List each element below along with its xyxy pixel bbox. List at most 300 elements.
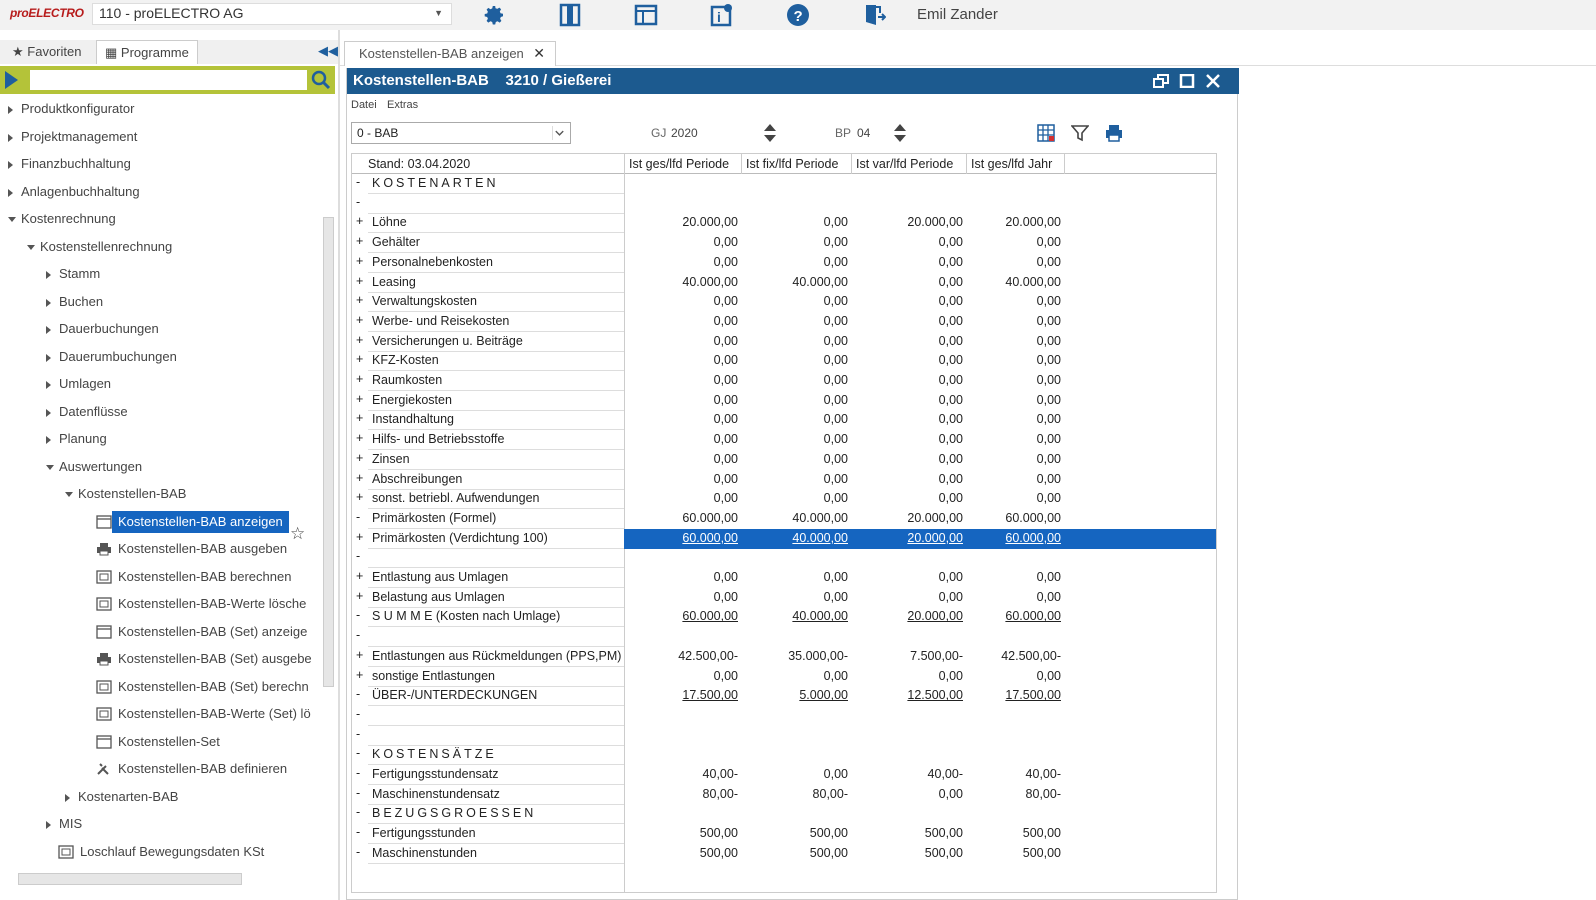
collapse-arrow-icon[interactable] — [8, 161, 13, 169]
tree-item[interactable] — [0, 813, 320, 835]
panel-divider[interactable] — [338, 30, 340, 900]
table-row[interactable] — [352, 785, 1217, 805]
bab-select-value: 0 - BAB — [357, 126, 399, 140]
table-row[interactable] — [352, 745, 1217, 765]
row-toggle[interactable]: + — [356, 569, 364, 583]
tree-item[interactable] — [0, 126, 320, 148]
row-value: 40.000,00 — [1005, 274, 1061, 289]
close-tab-icon[interactable]: ✕ — [533, 45, 545, 61]
table-row[interactable] — [352, 430, 1217, 450]
row-label — [368, 548, 624, 568]
row-value: 0,00 — [823, 254, 848, 269]
table-row[interactable] — [352, 607, 1217, 627]
collapse-arrow-icon[interactable] — [65, 794, 70, 802]
row-value: 20.000,00 — [682, 215, 738, 230]
row-toggle[interactable]: + — [356, 293, 364, 308]
row-value: 0,00 — [713, 313, 738, 328]
tree-item[interactable] — [0, 511, 320, 533]
tree-item-label: Kostenstellen-BAB anzeigen — [112, 511, 289, 533]
row-toggle[interactable]: + — [356, 667, 364, 682]
row-value: 0,00 — [1036, 471, 1061, 486]
row-value: 5.000,00 — [799, 688, 848, 703]
row-value: 60.000,00 — [625, 529, 742, 549]
tree-item[interactable] — [0, 98, 320, 120]
expand-arrow-icon[interactable] — [46, 465, 54, 470]
table-row[interactable] — [352, 824, 1217, 844]
collapse-arrow-icon[interactable] — [46, 271, 51, 279]
search-input[interactable] — [30, 70, 307, 90]
row-value: 0,00 — [823, 767, 848, 781]
tree-item[interactable] — [0, 263, 320, 285]
column-header[interactable]: Ist ges/lfd Periode — [625, 154, 742, 174]
row-value: 0,00 — [938, 235, 963, 250]
tree-item-label: Stamm — [59, 266, 101, 281]
tree-item-label: Umlagen — [59, 376, 112, 391]
row-toggle[interactable]: + — [356, 372, 364, 386]
row-value — [852, 804, 967, 824]
table-row[interactable] — [352, 588, 1217, 608]
collapse-arrow-icon[interactable] — [46, 436, 51, 444]
row-toggle[interactable]: + — [356, 490, 364, 505]
row-label — [368, 726, 624, 746]
row-label: Energiekosten — [368, 391, 624, 411]
row-value: 20.000,00 — [907, 510, 963, 525]
tree-item-label: Buchen — [59, 293, 104, 309]
table-row[interactable] — [352, 410, 1217, 430]
row-value: 0,00 — [823, 451, 848, 466]
row-label: Primärkosten (Verdichtung 100) — [368, 529, 624, 549]
tree-item[interactable] — [0, 676, 320, 698]
table-row[interactable] — [352, 233, 1217, 253]
tab-kostenstellen-bab-anzeigen[interactable]: Kostenstellen-BAB anzeigen ✕ — [344, 41, 556, 66]
collapse-arrow-icon[interactable] — [46, 381, 51, 389]
row-value: 0,00 — [1036, 668, 1061, 683]
panel-toggle-icon[interactable] — [558, 3, 582, 27]
row-value: 500,00 — [1022, 845, 1061, 860]
calculator-icon — [96, 566, 112, 588]
row-value: 0,00 — [1036, 570, 1061, 584]
row-toggle[interactable]: - — [356, 549, 361, 564]
tree-item-label: MIS — [59, 816, 83, 831]
row-value: 40,00- — [1025, 767, 1061, 781]
collapse-arrow-icon[interactable] — [46, 354, 51, 362]
row-toggle[interactable]: + — [356, 332, 364, 347]
row-value: 0,00 — [823, 215, 848, 230]
tree-item[interactable] — [0, 758, 320, 780]
row-value: 0,00 — [1036, 589, 1061, 604]
tree-item[interactable] — [0, 621, 320, 643]
search-icon[interactable] — [311, 70, 331, 90]
menu-datei[interactable]: Datei — [351, 99, 377, 111]
table-row[interactable] — [352, 253, 1217, 273]
row-value — [742, 745, 852, 765]
tree-item[interactable] — [0, 483, 320, 505]
table-row[interactable] — [352, 450, 1217, 470]
row-value: 17.500,00 — [682, 688, 738, 703]
row-label: Personalnebenkosten — [368, 253, 624, 273]
row-label: Gehälter — [368, 233, 624, 253]
tree-item-label: Kostenstellen-BAB definieren — [118, 761, 288, 776]
collapse-arrow-icon[interactable] — [8, 189, 13, 197]
table-row[interactable] — [352, 647, 1217, 667]
programs-icon: ▦ — [105, 45, 118, 60]
row-value: 0,00 — [938, 668, 963, 683]
calculator-icon — [96, 703, 112, 725]
printer-icon — [96, 538, 112, 560]
row-label: S U M M E (Kosten nach Umlage) — [368, 607, 624, 627]
tree-item-label: Auswertungen — [59, 458, 143, 474]
row-value: 0,00 — [938, 254, 963, 269]
row-value: 20.000,00 — [1005, 215, 1061, 230]
logout-icon[interactable] — [862, 3, 886, 27]
row-toggle[interactable]: - — [356, 726, 361, 741]
row-value: 12.500,00 — [907, 688, 963, 703]
row-value: 42.500,00- — [678, 648, 738, 663]
row-label: Instandhaltung — [368, 410, 624, 430]
app-logo: proELECTRO — [10, 6, 84, 20]
table-row[interactable] — [352, 627, 1217, 647]
tree-item-label: Kostenstellen-BAB (Set) ausgebe — [118, 651, 312, 666]
row-label: sonstige Entlastungen — [368, 667, 624, 687]
table-row[interactable] — [352, 213, 1217, 233]
tree-item-label: Kostenstellen-Set — [118, 733, 220, 749]
table-row[interactable] — [352, 686, 1217, 706]
tree-item-label: Kostenstellen-BAB berechnen — [118, 568, 292, 584]
tree-item[interactable] — [0, 318, 320, 340]
tree-item[interactable] — [0, 236, 320, 258]
row-value — [852, 706, 967, 726]
row-toggle[interactable]: + — [356, 214, 364, 229]
row-value: 0,00 — [823, 570, 848, 584]
close-icon[interactable] — [1205, 74, 1221, 88]
tree-item[interactable] — [0, 566, 320, 588]
tab-favoriten[interactable]: ★ Favoriten — [12, 44, 82, 59]
tab-programme[interactable]: ▦ Programme — [96, 40, 198, 64]
tree-horizontal-scrollbar[interactable] — [0, 870, 320, 888]
tree-item[interactable] — [0, 181, 320, 203]
row-value: 0,00 — [823, 373, 848, 387]
row-label: ÜBER-/UNTERDECKUNGEN — [368, 686, 624, 706]
row-toggle[interactable]: - — [356, 509, 361, 524]
table-row[interactable] — [352, 804, 1217, 824]
row-toggle[interactable]: - — [356, 766, 361, 780]
filter-icon[interactable] — [1071, 124, 1089, 142]
bab-table — [351, 153, 1217, 893]
row-value: 0,00 — [1036, 333, 1061, 348]
tree-item[interactable] — [0, 208, 320, 230]
layout-icon[interactable] — [634, 3, 658, 27]
bab-select[interactable] — [351, 122, 571, 144]
tree-item[interactable] — [0, 593, 320, 615]
row-value: 0,00 — [713, 412, 738, 427]
row-toggle[interactable]: + — [356, 273, 364, 288]
table-row[interactable] — [352, 529, 1217, 549]
row-value: 0,00 — [713, 451, 738, 466]
collapse-arrow-icon[interactable] — [8, 106, 13, 114]
row-value — [625, 706, 742, 726]
row-value: 0,00 — [938, 412, 963, 427]
tree-item[interactable] — [0, 401, 320, 423]
gear-icon[interactable] — [482, 3, 506, 27]
row-value: 500,00 — [1022, 826, 1061, 841]
row-toggle[interactable]: + — [356, 391, 364, 406]
tree-item-label: Dauerumbuchungen — [59, 348, 177, 364]
row-label: Entlastungen aus Rückmeldungen (PPS,PM) — [368, 647, 624, 667]
row-toggle[interactable]: - — [356, 785, 361, 800]
row-value: 42.500,00- — [1001, 648, 1061, 663]
scrollbar-thumb[interactable] — [18, 873, 242, 885]
bp-spinner-icon[interactable] — [893, 122, 907, 144]
row-value — [742, 706, 852, 726]
expand-arrow-icon[interactable] — [8, 217, 16, 222]
print-icon[interactable] — [1105, 124, 1123, 142]
row-toggle[interactable]: + — [356, 450, 364, 465]
row-value: 17.500,00 — [1005, 688, 1061, 703]
row-toggle[interactable]: + — [356, 647, 364, 662]
row-value: 0,00 — [1036, 491, 1061, 506]
table-row[interactable] — [352, 548, 1217, 568]
chevron-down-icon — [552, 126, 566, 140]
report-title: Kostenstellen-BAB 3210 / Gießerei — [353, 72, 612, 89]
printer-icon — [96, 648, 112, 670]
tree-item[interactable] — [0, 703, 320, 725]
row-value — [967, 627, 1065, 647]
row-toggle[interactable]: + — [356, 529, 364, 544]
row-label: Leasing — [368, 273, 624, 293]
row-label: BEZUGSGROESSEN — [368, 804, 624, 824]
grid-settings-icon[interactable] — [1037, 124, 1055, 142]
table-row[interactable] — [352, 391, 1217, 411]
tree-item[interactable] — [0, 786, 320, 808]
tree-item[interactable] — [0, 648, 320, 670]
tree-vertical-scrollbar[interactable] — [320, 97, 336, 873]
collapse-arrow-icon[interactable] — [46, 409, 51, 417]
row-value: 20.000,00 — [852, 529, 967, 549]
column-header[interactable]: Ist fix/lfd Periode — [742, 154, 852, 174]
table-row[interactable] — [352, 667, 1217, 687]
row-toggle[interactable]: + — [356, 234, 364, 249]
maximize-icon[interactable] — [1179, 74, 1195, 88]
row-value — [625, 627, 742, 647]
row-value — [742, 726, 852, 746]
column-header-stand: Stand: 03.04.2020 — [364, 154, 625, 174]
table-row[interactable] — [352, 726, 1217, 746]
row-value: 0,00 — [938, 274, 963, 289]
tree-item-label: Kostenstellen-BAB-Werte lösche — [118, 596, 307, 611]
row-toggle[interactable]: - — [356, 844, 361, 859]
table-row[interactable] — [352, 174, 1217, 194]
row-toggle[interactable]: - — [356, 687, 361, 702]
table-row[interactable] — [352, 489, 1217, 509]
row-value — [852, 548, 967, 568]
row-toggle[interactable]: + — [356, 352, 364, 367]
row-toggle[interactable]: + — [356, 312, 364, 327]
row-value: 0,00 — [1036, 254, 1061, 269]
tree-item[interactable] — [0, 841, 320, 863]
row-toggle[interactable]: - — [356, 628, 361, 643]
nav-tabs — [0, 40, 338, 64]
tree-item[interactable] — [0, 731, 320, 753]
play-icon[interactable] — [5, 71, 18, 89]
row-label — [368, 706, 624, 726]
row-value: 0,00 — [713, 471, 738, 486]
row-value: 0,00 — [713, 333, 738, 348]
row-value — [852, 194, 967, 214]
row-value — [742, 804, 852, 824]
row-value — [967, 804, 1065, 824]
collapse-arrow-icon[interactable] — [46, 326, 51, 334]
row-value: 0,00 — [1036, 412, 1061, 427]
table-row[interactable] — [352, 509, 1217, 529]
tree-item[interactable] — [0, 346, 320, 368]
window-icon — [96, 731, 112, 753]
search-bar — [0, 66, 335, 94]
row-toggle[interactable]: + — [356, 253, 364, 268]
report-title-bar — [347, 68, 1239, 94]
row-value: 0,00 — [823, 412, 848, 427]
menu-extras[interactable]: Extras — [387, 99, 419, 111]
row-value: 0,00 — [1036, 432, 1061, 447]
row-value — [625, 804, 742, 824]
row-value: 0,00 — [823, 668, 848, 683]
expand-arrow-icon[interactable] — [27, 245, 35, 250]
row-value — [967, 548, 1065, 568]
row-value: 0,00 — [823, 333, 848, 348]
row-value — [852, 726, 967, 746]
help-icon[interactable] — [786, 3, 810, 27]
table-row[interactable] — [352, 765, 1217, 785]
info-icon[interactable] — [710, 3, 734, 27]
row-value — [967, 726, 1065, 746]
table-row[interactable] — [352, 706, 1217, 726]
tree-item-label: Anlagenbuchhaltung — [21, 183, 140, 199]
window-icon — [96, 621, 112, 643]
column-header[interactable]: Ist var/lfd Periode — [852, 154, 967, 174]
collapse-arrow-icon[interactable] — [8, 134, 13, 142]
table-row[interactable] — [352, 351, 1217, 371]
row-label: Belastung aus Umlagen — [368, 588, 624, 608]
row-value: 0,00 — [1036, 373, 1061, 387]
row-value: 0,00 — [1036, 353, 1061, 368]
row-toggle[interactable]: + — [356, 470, 364, 485]
row-value: 0,00 — [823, 471, 848, 486]
favorite-star-icon[interactable]: ☆ — [290, 524, 306, 543]
row-label: KOSTENARTEN — [368, 174, 624, 194]
table-row[interactable] — [352, 194, 1217, 214]
tree-item[interactable] — [0, 538, 320, 560]
collapse-arrow-icon[interactable] — [46, 821, 51, 829]
table-header — [352, 154, 1217, 174]
row-toggle[interactable]: - — [356, 194, 361, 209]
row-label — [368, 627, 624, 647]
row-value: 0,00 — [938, 373, 963, 387]
tree-item-label: Kostenstellen-BAB-Werte (Set) lö — [118, 706, 311, 721]
row-value: 0,00 — [938, 353, 963, 368]
table-row[interactable] — [352, 470, 1217, 490]
row-value: 0,00 — [713, 235, 738, 250]
row-value: 0,00 — [823, 235, 848, 250]
row-value — [852, 627, 967, 647]
row-toggle[interactable]: - — [356, 706, 361, 721]
row-value: 0,00 — [938, 589, 963, 604]
scrollbar-thumb[interactable] — [323, 217, 334, 687]
calculator-icon — [58, 841, 74, 863]
row-value — [852, 745, 967, 765]
navigation-tree — [0, 97, 320, 873]
table-row[interactable] — [352, 844, 1217, 864]
column-header[interactable]: Ist ges/lfd Jahr — [967, 154, 1065, 174]
row-toggle[interactable]: - — [356, 746, 361, 761]
row-value — [967, 745, 1065, 765]
row-value: 60.000,00 — [682, 609, 738, 624]
tree-item-label: Kostenstellen-BAB (Set) berechn — [118, 678, 309, 694]
expand-arrow-icon[interactable] — [65, 492, 73, 497]
row-toggle[interactable]: + — [356, 411, 364, 426]
row-value: 0,00 — [938, 491, 963, 506]
table-row[interactable] — [352, 568, 1217, 588]
gj-value[interactable]: 2020 — [671, 126, 698, 140]
tree-item-label: Finanzbuchhaltung — [21, 156, 131, 171]
row-label — [368, 194, 624, 214]
tree-item[interactable] — [0, 153, 320, 175]
row-label: Maschinenstundensatz — [368, 785, 624, 805]
row-toggle[interactable]: - — [356, 175, 361, 189]
company-value: 110 - proELECTRO AG — [99, 5, 244, 21]
row-value: 60.000,00 — [682, 510, 738, 525]
row-value: 0,00 — [1036, 294, 1061, 309]
row-value: 20.000,00 — [907, 609, 963, 624]
table-row[interactable] — [352, 371, 1217, 391]
row-value: 80,00- — [812, 786, 848, 801]
row-value — [967, 706, 1065, 726]
row-value: 40.000,00 — [742, 529, 852, 549]
table-row[interactable] — [352, 332, 1217, 352]
company-select[interactable] — [92, 3, 452, 25]
gj-spinner-icon[interactable] — [763, 122, 777, 144]
window-icon — [96, 511, 112, 533]
tree-item-label: Kostenarten-BAB — [78, 788, 179, 804]
row-toggle[interactable]: - — [356, 825, 361, 840]
row-value: 0,00 — [713, 570, 738, 584]
row-value: 80,00- — [1025, 786, 1061, 801]
row-label: KOSTENSÄTZE — [368, 745, 624, 765]
tree-item[interactable] — [0, 428, 320, 450]
tools-icon — [96, 758, 112, 780]
user-name[interactable]: Emil Zander — [917, 6, 998, 23]
tree-item[interactable] — [0, 291, 320, 313]
report-window — [346, 68, 1238, 900]
table-row[interactable] — [352, 312, 1217, 332]
row-value: 60.000,00 — [1005, 609, 1061, 624]
calculator-icon — [96, 593, 112, 615]
tree-item-label: Projektmanagement — [21, 128, 138, 144]
row-toggle[interactable]: - — [356, 805, 361, 820]
row-label: Löhne — [368, 213, 624, 233]
table-row[interactable] — [352, 273, 1217, 293]
restore-icon[interactable] — [1153, 74, 1169, 88]
tree-item-label: Kostenstellenrechnung — [40, 238, 173, 254]
tree-item[interactable] — [0, 456, 320, 478]
row-toggle[interactable]: - — [356, 608, 361, 623]
collapse-panel-icon[interactable]: ◀◀ — [318, 43, 338, 58]
row-toggle[interactable]: + — [356, 431, 364, 446]
collapse-arrow-icon[interactable] — [46, 299, 51, 307]
table-row[interactable] — [352, 292, 1217, 312]
bp-value[interactable]: 04 — [857, 126, 871, 140]
tree-item[interactable] — [0, 373, 320, 395]
row-toggle[interactable]: + — [356, 588, 364, 603]
star-icon: ★ — [12, 44, 24, 59]
